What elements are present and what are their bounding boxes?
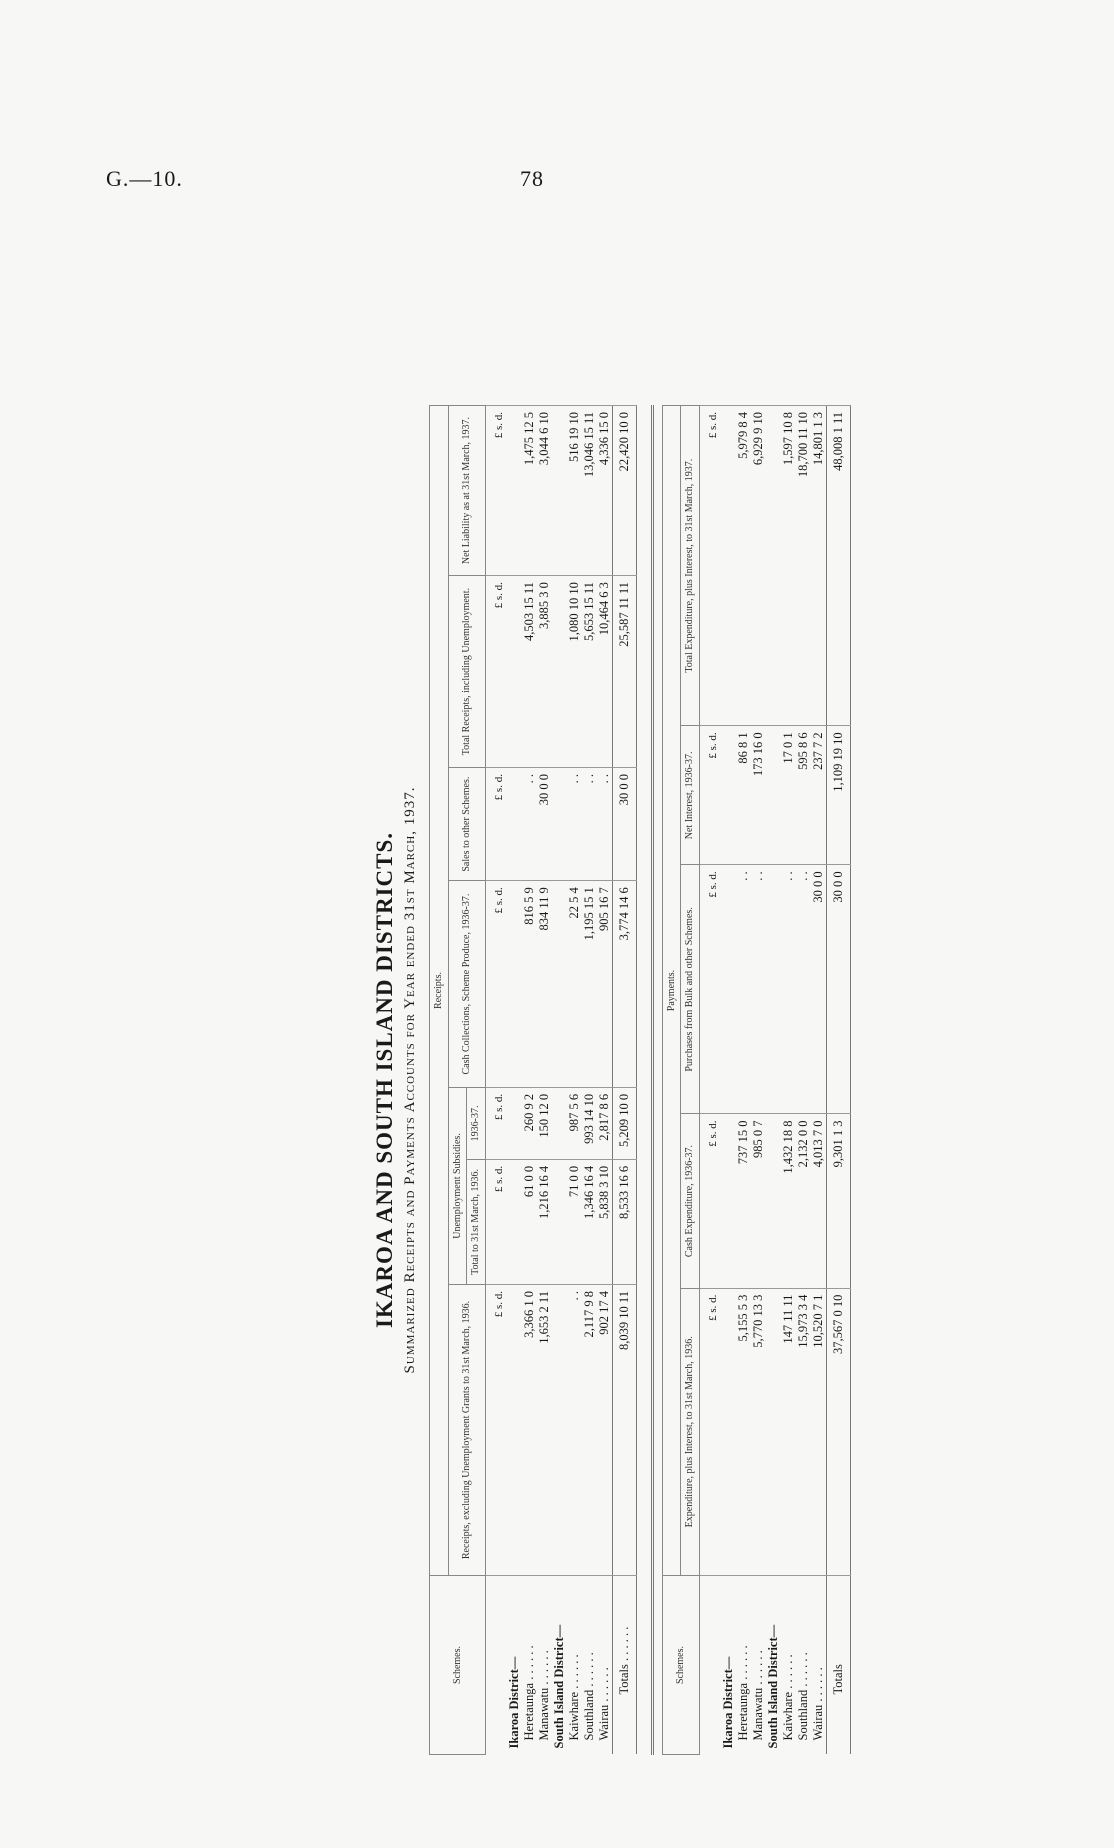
unit-label: £ s. d. bbox=[485, 1087, 507, 1159]
table-row bbox=[751, 406, 766, 1755]
col-cash-expend: Cash Expenditure, 1936-37. bbox=[681, 1114, 700, 1288]
cell: 985 0 7 bbox=[751, 1114, 766, 1288]
cell: 13,046 15 11 bbox=[582, 406, 597, 576]
col-schemes: Schemes. bbox=[430, 1576, 486, 1755]
row-name: Manawatu . . . . . . bbox=[750, 1650, 765, 1741]
cell: 5,838 3 10 bbox=[597, 1159, 613, 1284]
cell: 10,520 7 1 bbox=[811, 1288, 827, 1575]
table-row bbox=[781, 406, 796, 1755]
col-expend: Expenditure, plus Interest, to 31st March, 1936. bbox=[681, 1288, 700, 1575]
col-net-interest: Net Interest, 1936-37. bbox=[681, 726, 700, 865]
cell: 71 0 0 bbox=[567, 1159, 582, 1284]
cell: 86 8 1 bbox=[736, 726, 751, 865]
cell: 5,155 5 3 bbox=[736, 1288, 751, 1575]
table-row bbox=[796, 406, 811, 1755]
cell: 25,587 11 11 bbox=[612, 576, 636, 768]
col-excl: Receipts, excluding Unemployment Grants to 31st March, 1936. bbox=[448, 1285, 485, 1576]
cell: 1,475 12 5 bbox=[522, 406, 537, 576]
cell: 48,008 1 11 bbox=[826, 406, 850, 726]
unit-label: £ s. d. bbox=[699, 406, 721, 726]
cell: . . bbox=[567, 1285, 582, 1576]
cell: . . bbox=[751, 865, 766, 1114]
cell: 1,080 10 10 bbox=[567, 576, 582, 768]
unit-label: £ s. d. bbox=[699, 726, 721, 865]
cell: 14,801 1 3 bbox=[811, 406, 827, 726]
page-code: G.—10. bbox=[106, 166, 183, 191]
unit-label: £ s. d. bbox=[699, 1114, 721, 1288]
totals-row bbox=[826, 406, 850, 1755]
row-name: Southland . . . . . . bbox=[581, 1652, 596, 1741]
col-purchases: Purchases from Bulk and other Schemes. bbox=[681, 865, 700, 1114]
double-rule bbox=[639, 405, 654, 1755]
cell: 8,039 10 11 bbox=[612, 1285, 636, 1576]
cell: 1,216 16 4 bbox=[537, 1159, 552, 1284]
col-total-to: Total to 31st March, 1936. bbox=[467, 1159, 486, 1284]
cell: 22 5 4 bbox=[567, 881, 582, 1088]
cell: . . bbox=[796, 865, 811, 1114]
table-row bbox=[537, 406, 552, 1755]
cell: 22,420 10 0 bbox=[612, 406, 636, 576]
payments-table bbox=[662, 405, 851, 1755]
unit-label: £ s. d. bbox=[485, 576, 507, 768]
rotated-sheet bbox=[370, 405, 930, 1755]
cell: 5,770 13 3 bbox=[751, 1288, 766, 1575]
group-label: South Island District— bbox=[551, 1624, 566, 1749]
document-subtitle: Summarized Receipts and Payments Accounts for Year ended 31st March, 1937. bbox=[402, 786, 418, 1374]
cell: 4,336 15 0 bbox=[597, 406, 613, 576]
cell: 2,132 0 0 bbox=[796, 1114, 811, 1288]
table-row bbox=[811, 406, 827, 1755]
totals-label: Totals . . . . . . bbox=[612, 1576, 636, 1755]
cell: 30 0 0 bbox=[612, 768, 636, 881]
cell: 1,195 15 1 bbox=[582, 881, 597, 1088]
cell: 15,973 3 4 bbox=[796, 1288, 811, 1575]
group-label: Ikaroa District— bbox=[506, 1656, 521, 1749]
cell: . . bbox=[736, 865, 751, 1114]
cell: 834 11 9 bbox=[537, 881, 552, 1088]
cell: 30 0 0 bbox=[811, 865, 827, 1114]
cell: . . bbox=[582, 768, 597, 881]
cell: 5,979 8 4 bbox=[736, 406, 751, 726]
col-sales: Sales to other Schemes. bbox=[448, 768, 485, 881]
cell: 150 12 0 bbox=[537, 1087, 552, 1159]
cell: 4,013 7 0 bbox=[811, 1114, 827, 1288]
cell: 737 15 0 bbox=[736, 1114, 751, 1288]
receipts-body bbox=[485, 406, 636, 1755]
row-name: Heretaunga . . . . . . bbox=[521, 1645, 536, 1741]
row-name: Manawatu . . . . . . bbox=[536, 1650, 551, 1741]
cell: . . bbox=[597, 768, 613, 881]
cell: 905 16 7 bbox=[597, 881, 613, 1088]
cell: 8,533 16 6 bbox=[612, 1159, 636, 1284]
group-label: Ikaroa District— bbox=[720, 1656, 735, 1749]
cell: 516 19 10 bbox=[567, 406, 582, 576]
cell: . . bbox=[567, 768, 582, 881]
receipts-table bbox=[429, 405, 637, 1755]
page-number: 78 bbox=[520, 166, 544, 191]
cell: 3,774 14 6 bbox=[612, 881, 636, 1088]
cell: 1,346 16 4 bbox=[582, 1159, 597, 1284]
cell: 1,653 2 11 bbox=[537, 1285, 552, 1576]
col-net-liability: Net Liability as at 31st March, 1937. bbox=[448, 406, 485, 576]
cell: 2,817 8 6 bbox=[597, 1087, 613, 1159]
unit-label: £ s. d. bbox=[699, 865, 721, 1114]
col-total-receipts: Total Receipts, including Unemployment. bbox=[448, 576, 485, 768]
table-row bbox=[736, 406, 751, 1755]
row-name: Wairau . . . . . . bbox=[810, 1667, 825, 1741]
row-name: Kaiwhare . . . . . . bbox=[780, 1654, 795, 1741]
unit-label: £ s. d. bbox=[485, 1285, 507, 1576]
cell: 10,464 6 3 bbox=[597, 576, 613, 768]
table-row bbox=[582, 406, 597, 1755]
cell: 237 7 2 bbox=[811, 726, 827, 865]
cell: 173 16 0 bbox=[751, 726, 766, 865]
table-row bbox=[522, 406, 537, 1755]
payments-group-label: Payments. bbox=[662, 406, 681, 1576]
group-label: South Island District— bbox=[765, 1624, 780, 1749]
unit-label: £ s. d. bbox=[485, 1159, 507, 1284]
cell: 9,301 1 3 bbox=[826, 1114, 850, 1288]
cell: 61 0 0 bbox=[522, 1159, 537, 1284]
cell: 30 0 0 bbox=[826, 865, 850, 1114]
row-name: Kaiwhare . . . . . . bbox=[566, 1654, 581, 1741]
cell: 816 5 9 bbox=[522, 881, 537, 1088]
cell: 5,653 15 11 bbox=[582, 576, 597, 768]
cell: 1,432 18 8 bbox=[781, 1114, 796, 1288]
cell: 993 14 10 bbox=[582, 1087, 597, 1159]
cell: 4,503 15 11 bbox=[522, 576, 537, 768]
cell: 902 17 4 bbox=[597, 1285, 613, 1576]
col-total-expend: Total Expenditure, plus Interest, to 31st March, 1937. bbox=[681, 406, 700, 726]
cell: 18,700 11 10 bbox=[796, 406, 811, 726]
cell: 987 5 6 bbox=[567, 1087, 582, 1159]
unemp-group-label: Unemployment Subsidies. bbox=[448, 1087, 467, 1284]
row-name: Heretaunga . . . . . . bbox=[735, 1645, 750, 1741]
totals-label: Totals bbox=[826, 1576, 850, 1755]
cell: 595 8 6 bbox=[796, 726, 811, 865]
unit-label: £ s. d. bbox=[485, 768, 507, 881]
col-schemes: Schemes. bbox=[662, 1576, 699, 1755]
cell: 17 0 1 bbox=[781, 726, 796, 865]
unit-label: £ s. d. bbox=[699, 1288, 721, 1575]
cell: 3,366 1 0 bbox=[522, 1285, 537, 1576]
payments-body bbox=[699, 406, 850, 1755]
cell: 30 0 0 bbox=[537, 768, 552, 881]
col-1936-37: 1936-37. bbox=[467, 1087, 486, 1159]
unit-label: £ s. d. bbox=[485, 406, 507, 576]
row-name: Southland . . . . . . bbox=[795, 1652, 810, 1741]
unit-label: £ s. d. bbox=[485, 881, 507, 1088]
cell: 5,209 10 0 bbox=[612, 1087, 636, 1159]
cell: 147 11 11 bbox=[781, 1288, 796, 1575]
cell: 1,597 10 8 bbox=[781, 406, 796, 726]
cell: . . bbox=[522, 768, 537, 881]
cell: 260 9 2 bbox=[522, 1087, 537, 1159]
col-cash: Cash Collections, Scheme Produce, 1936-37. bbox=[448, 881, 485, 1088]
totals-row bbox=[612, 406, 636, 1755]
cell: . . bbox=[781, 865, 796, 1114]
cell: 2,117 9 8 bbox=[582, 1285, 597, 1576]
cell: 37,567 0 10 bbox=[826, 1288, 850, 1575]
receipts-group-label: Receipts. bbox=[430, 406, 449, 1576]
table-row bbox=[597, 406, 613, 1755]
cell: 6,929 9 10 bbox=[751, 406, 766, 726]
cell: 3,044 6 10 bbox=[537, 406, 552, 576]
cell: 1,109 19 10 bbox=[826, 726, 850, 865]
row-name: Wairau . . . . . . bbox=[596, 1667, 611, 1741]
cell: 3,885 3 0 bbox=[537, 576, 552, 768]
table-row bbox=[567, 406, 582, 1755]
document-title: IKAROA AND SOUTH ISLAND DISTRICTS. bbox=[372, 831, 397, 1329]
